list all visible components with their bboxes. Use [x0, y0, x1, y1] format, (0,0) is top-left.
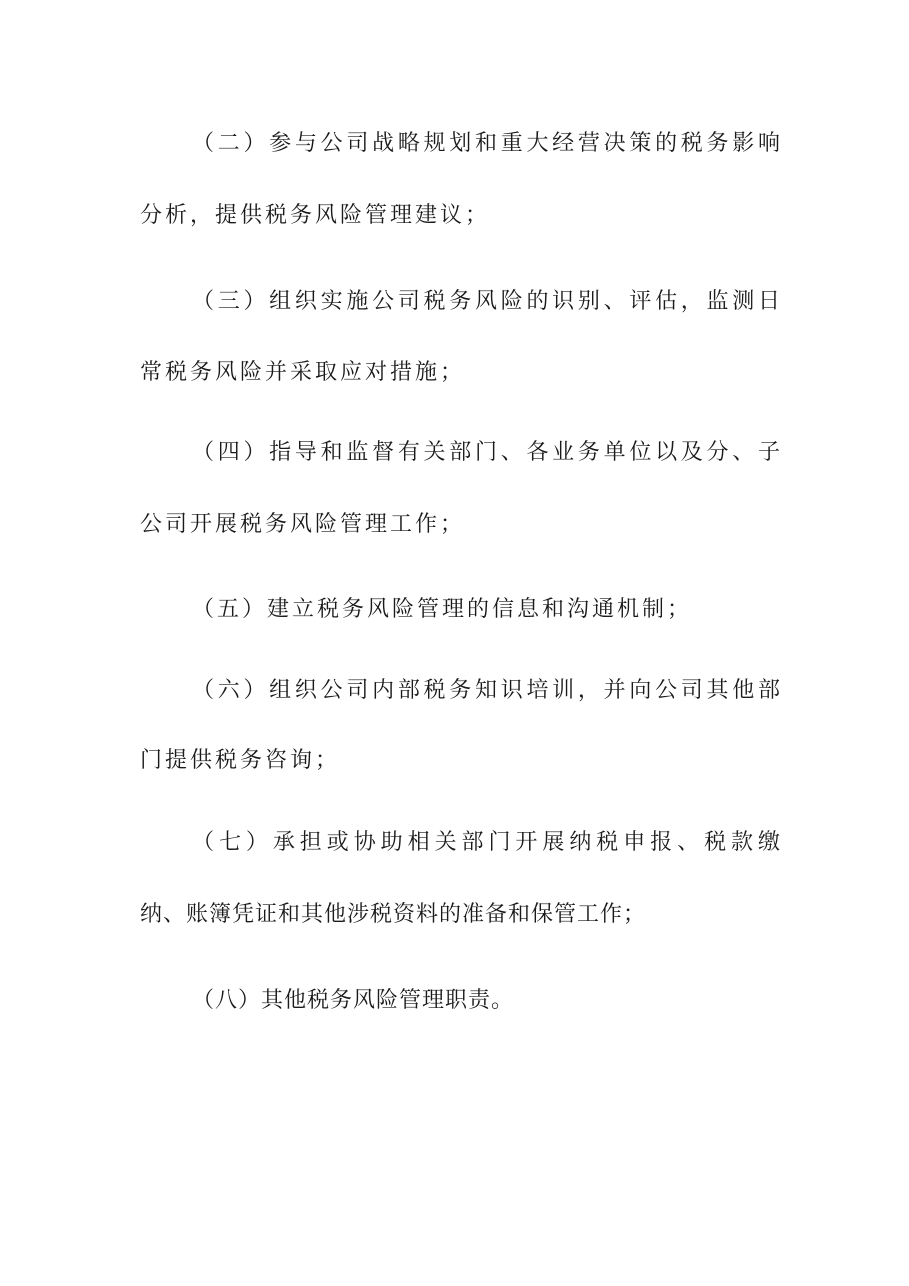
- clause-2-line-2: 分析，提供税务风险管理建议；: [140, 203, 491, 228]
- clause-4-line-2: 公司开展税务风险管理工作；: [140, 512, 466, 537]
- clause-7-line-2: 纳、账簿凭证和其他涉税资料的准备和保管工作；: [140, 902, 647, 927]
- clause-3-line-2: 常税务风险并采取应对措施；: [140, 360, 466, 385]
- clause-5-line-1: （五）建立税务风险管理的信息和沟通机制；: [192, 597, 693, 622]
- clause-2-line-1: （二）参与公司战略规划和重大经营决策的税务影响: [192, 131, 780, 156]
- clause-7-line-1: （七）承担或协助相关部门开展纳税申报、税款缴: [192, 830, 780, 855]
- clause-6-line-1: （六）组织公司内部税务知识培训，并向公司其他部: [192, 678, 780, 703]
- clause-3-line-1: （三）组织实施公司税务风险的识别、评估，监测日: [192, 289, 780, 314]
- clause-6-line-2: 门提供税务咨询；: [140, 748, 341, 773]
- clause-8-line-1: （八）其他税务风险管理职责。: [192, 988, 515, 1013]
- clause-4-line-1: （四）指导和监督有关部门、各业务单位以及分、子: [192, 440, 780, 465]
